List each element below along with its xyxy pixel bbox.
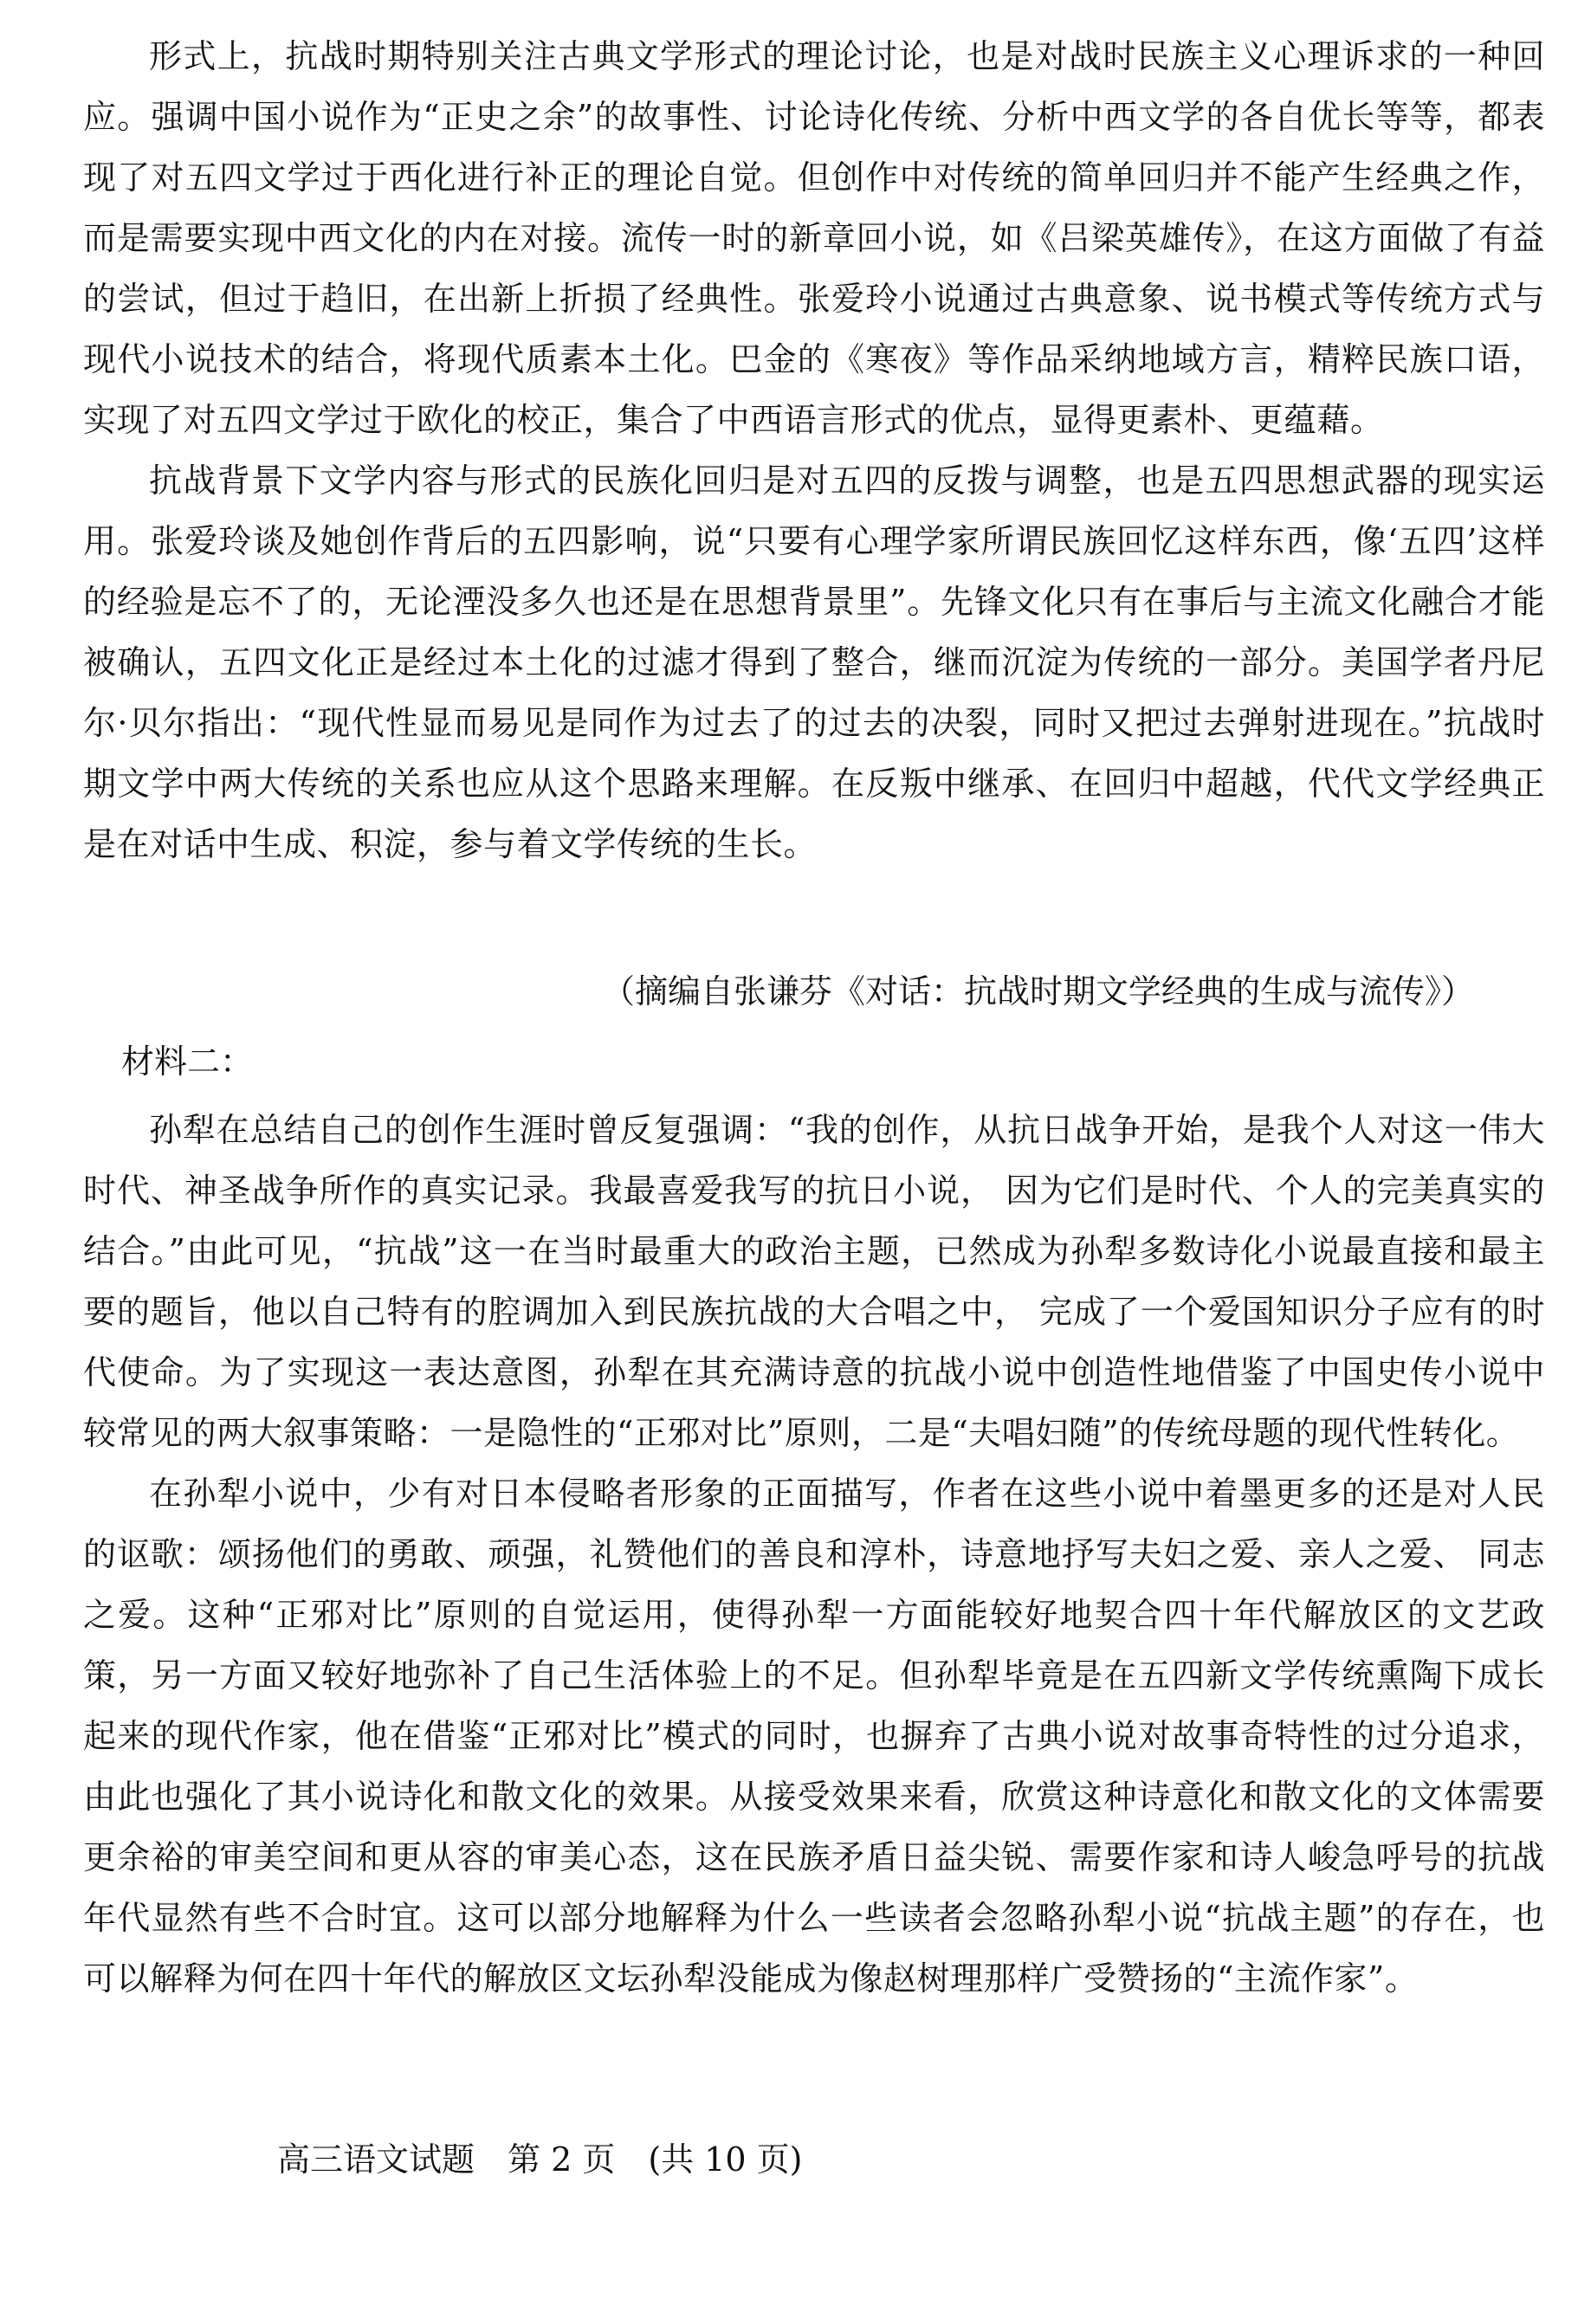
material-two-label: 材料二：	[121, 1043, 254, 1081]
material-one-body	[83, 26, 1545, 875]
paragraph-sun-li-contrast: 在孙犁小说中，少有对日本侵略者形象的正面描写，作者在这些小说中着墨更多的还是对人民的讴歌：颂扬他们的勇敢、顽强，礼赞他们的善良和淳朴，诗意地抒写夫妇之爱、亲人之爱、 同志之爱。这种“正邪对比”原则的自觉运用，使得孙犁一方面能较好地契合四十年代解放区的文艺政策，另一方面又较好地弥补了自己生活体验上的不足。但孙犁毕竟是在五四新文学传统熏陶下成长起来的现代作家，他在借鉴“正邪对比”模式的同时，也摒弃了古典小说对故事奇特性的过分追求，由此也强化了其小说诗化和散文化的效果。从接受效果来看，欣赏这种诗意化和散文化的文体需要更余裕的审美空间和更从容的审美心态，这在民族矛盾日益尖锐、需要作家和诗人峻急呼号的抗战年代显然有些不合时宜。这可以部分地解释为什么一些读者会忽略孙犁小说“抗战主题”的存在，也可以解释为何在四十年代的解放区文坛孙犁没能成为像赵树理那样广受赞扬的“主流作家”。	[83, 1475, 1545, 1998]
paragraph-form: 形式上，抗战时期特别关注古典文学形式的理论讨论，也是对战时民族主义心理诉求的一种回应。强调中国小说作为“正史之余”的故事性、讨论诗化传统、分析中西文学的各自优长等等，都表现了对五四文学过于西化进行补正的理论自觉。但创作中对传统的简单回归并不能产生经典之作，而是需要实现中西文化的内在对接。流传一时的新章回小说，如《吕梁英雄传》，在这方面做了有益的尝试，但过于趋旧，在出新上折损了经典性。张爱玲小说通过古典意象、说书模式等传统方式与现代小说技术的结合，将现代质素本土化。巴金的《寒夜》等作品采纳地域方言，精粹民族口语，实现了对五四文学过于欧化的校正，集合了中西语言形式的优点，显得更素朴、更蕴藉。	[83, 37, 1545, 439]
page-footer: 高三语文试题 第 2 页 (共 10 页)	[277, 2140, 803, 2179]
paragraph-national-return: 抗战背景下文学内容与形式的民族化回归是对五四的反拨与调整，也是五四思想武器的现实运用。张爱玲谈及她创作背后的五四影响，说“只要有心理学家所谓民族回忆这样东西，像‘五四’这样的经验是忘不了的，无论湮没多久也还是在思想背景里”。先锋文化只有在事后与主流文化融合才能被确认，五四文化正是经过本土化的过滤才得到了整合，继而沉淀为传统的一部分。美国学者丹尼尔·贝尔指出：“现代性显而易见是同作为过去了的过去的决裂，同时又把过去弹射进现在。”抗战时期文学中两大传统的关系也应从这个思路来理解。在反叛中继承、在回归中超越，代代文学经典正是在对话中生成、积淀，参与着文学传统的生长。	[83, 462, 1545, 863]
material-two-body	[83, 1100, 1545, 2009]
paragraph-sun-li-creation: 孙犁在总结自己的创作生涯时曾反复强调：“我的创作，从抗日战争开始，是我个人对这一伟大时代、神圣战争所作的真实记录。我最喜爱我写的抗日小说， 因为它们是时代、个人的完美真实的结合。”由此可见，“抗战”这一在当时最重大的政治主题，已然成为孙犁多数诗化小说最直接和最主要的题旨，他以自己特有的腔调加入到民族抗战的大合唱之中， 完成了一个爱国知识分子应有的时代使命。为了实现这一表达意图，孙犁在其充满诗意的抗战小说中创造性地借鉴了中国史传小说中较常见的两大叙事策略：一是隐性的“正邪对比”原则，二是“夫唱妇随”的传统母题的现代性转化。	[83, 1111, 1545, 1452]
source-citation: （摘编自张谦芬《对话：抗战时期文学经典的生成与流传》）	[601, 972, 1474, 1010]
